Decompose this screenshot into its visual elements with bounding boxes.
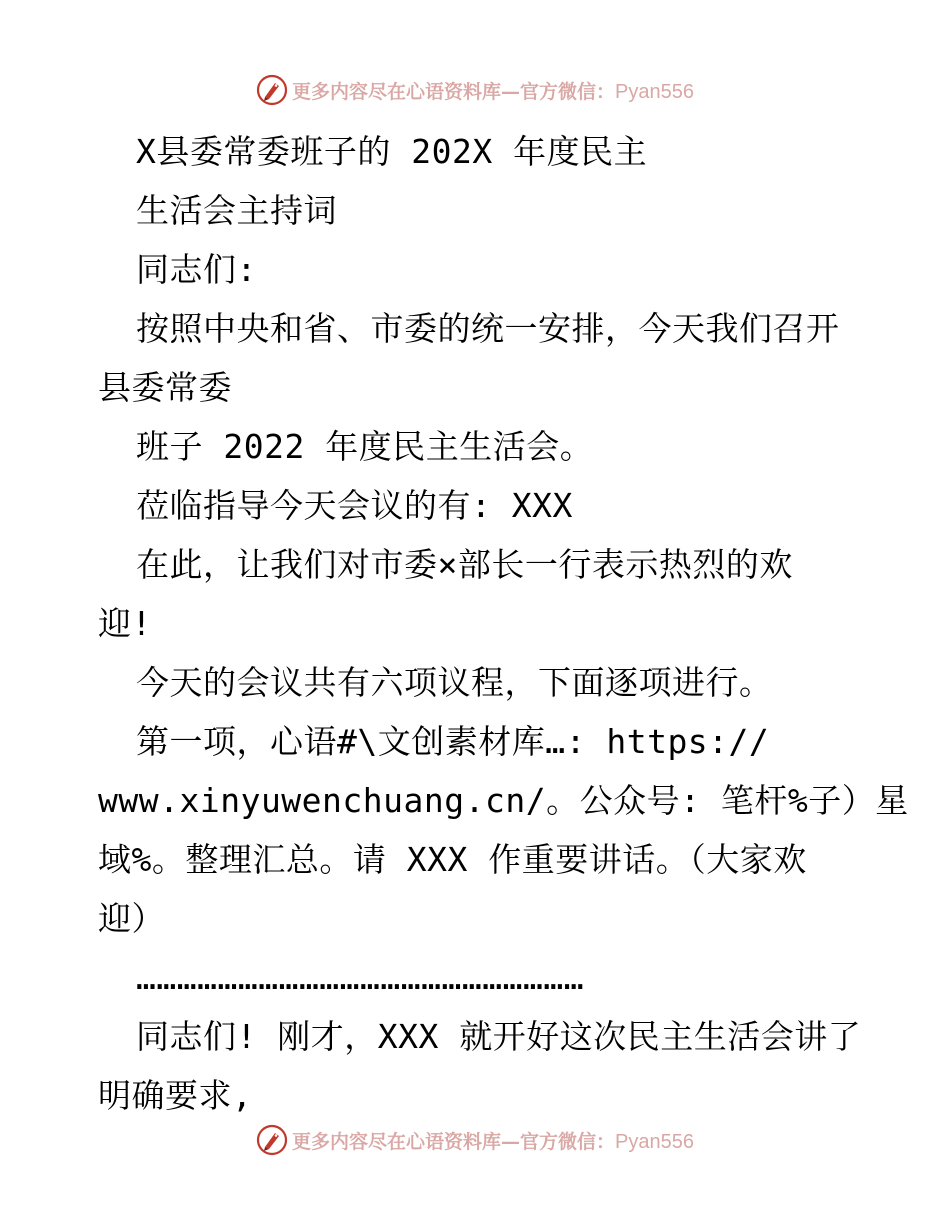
document-body	[98, 122, 909, 1125]
pen-nib-logo-icon	[256, 1124, 288, 1156]
header-watermark-banner	[0, 70, 950, 110]
banner-wechat-id: Pyan556	[615, 80, 694, 103]
text-line: 明确要求,	[98, 1076, 253, 1115]
text-line: 域%。整理汇总。请 XXX 作重要讲话。（大家欢	[98, 840, 807, 879]
text-line: www.xinyuwenchuang.cn/。公众号: 笔杆%子）星	[98, 781, 909, 820]
text-line: 同志们! 刚才，XXX 就开好这次民主生活会讲了	[136, 1017, 862, 1056]
banner-inner	[256, 1124, 694, 1156]
text-line: 同志们:	[136, 250, 257, 289]
text-line: 在此，让我们对市委×部长一行表示热烈的欢	[136, 545, 793, 584]
text-line: 县委常委	[98, 368, 232, 407]
text-line: 按照中央和省、市委的统一安排，今天我们召开	[136, 309, 840, 348]
text-line: 生活会主持词	[136, 191, 337, 230]
banner-text-cn: 更多内容尽在心语资料库—官方微信：	[292, 80, 616, 103]
banner-inner	[256, 74, 694, 106]
banner-text	[292, 77, 694, 104]
banner-text-cn: 更多内容尽在心语资料库—官方微信：	[292, 1130, 616, 1153]
text-line: 第一项，心语#\文创素材库…: https://	[136, 722, 770, 761]
pen-nib-logo-icon	[256, 74, 288, 106]
text-line: 班子 2022 年度民主生活会。	[136, 427, 594, 466]
text-line: X县委常委班子的 202X 年度民主	[136, 132, 648, 171]
banner-text	[292, 1127, 694, 1154]
text-line: 迎）	[98, 899, 165, 938]
text-line: 莅临指导今天会议的有: XXX	[136, 486, 573, 525]
banner-wechat-id: Pyan556	[615, 1130, 694, 1153]
text-line: …………………………………………………………	[136, 958, 585, 997]
text-line: 今天的会议共有六项议程，下面逐项进行。	[136, 663, 773, 702]
text-line: 迎!	[98, 604, 152, 643]
footer-watermark-banner	[0, 1120, 950, 1160]
